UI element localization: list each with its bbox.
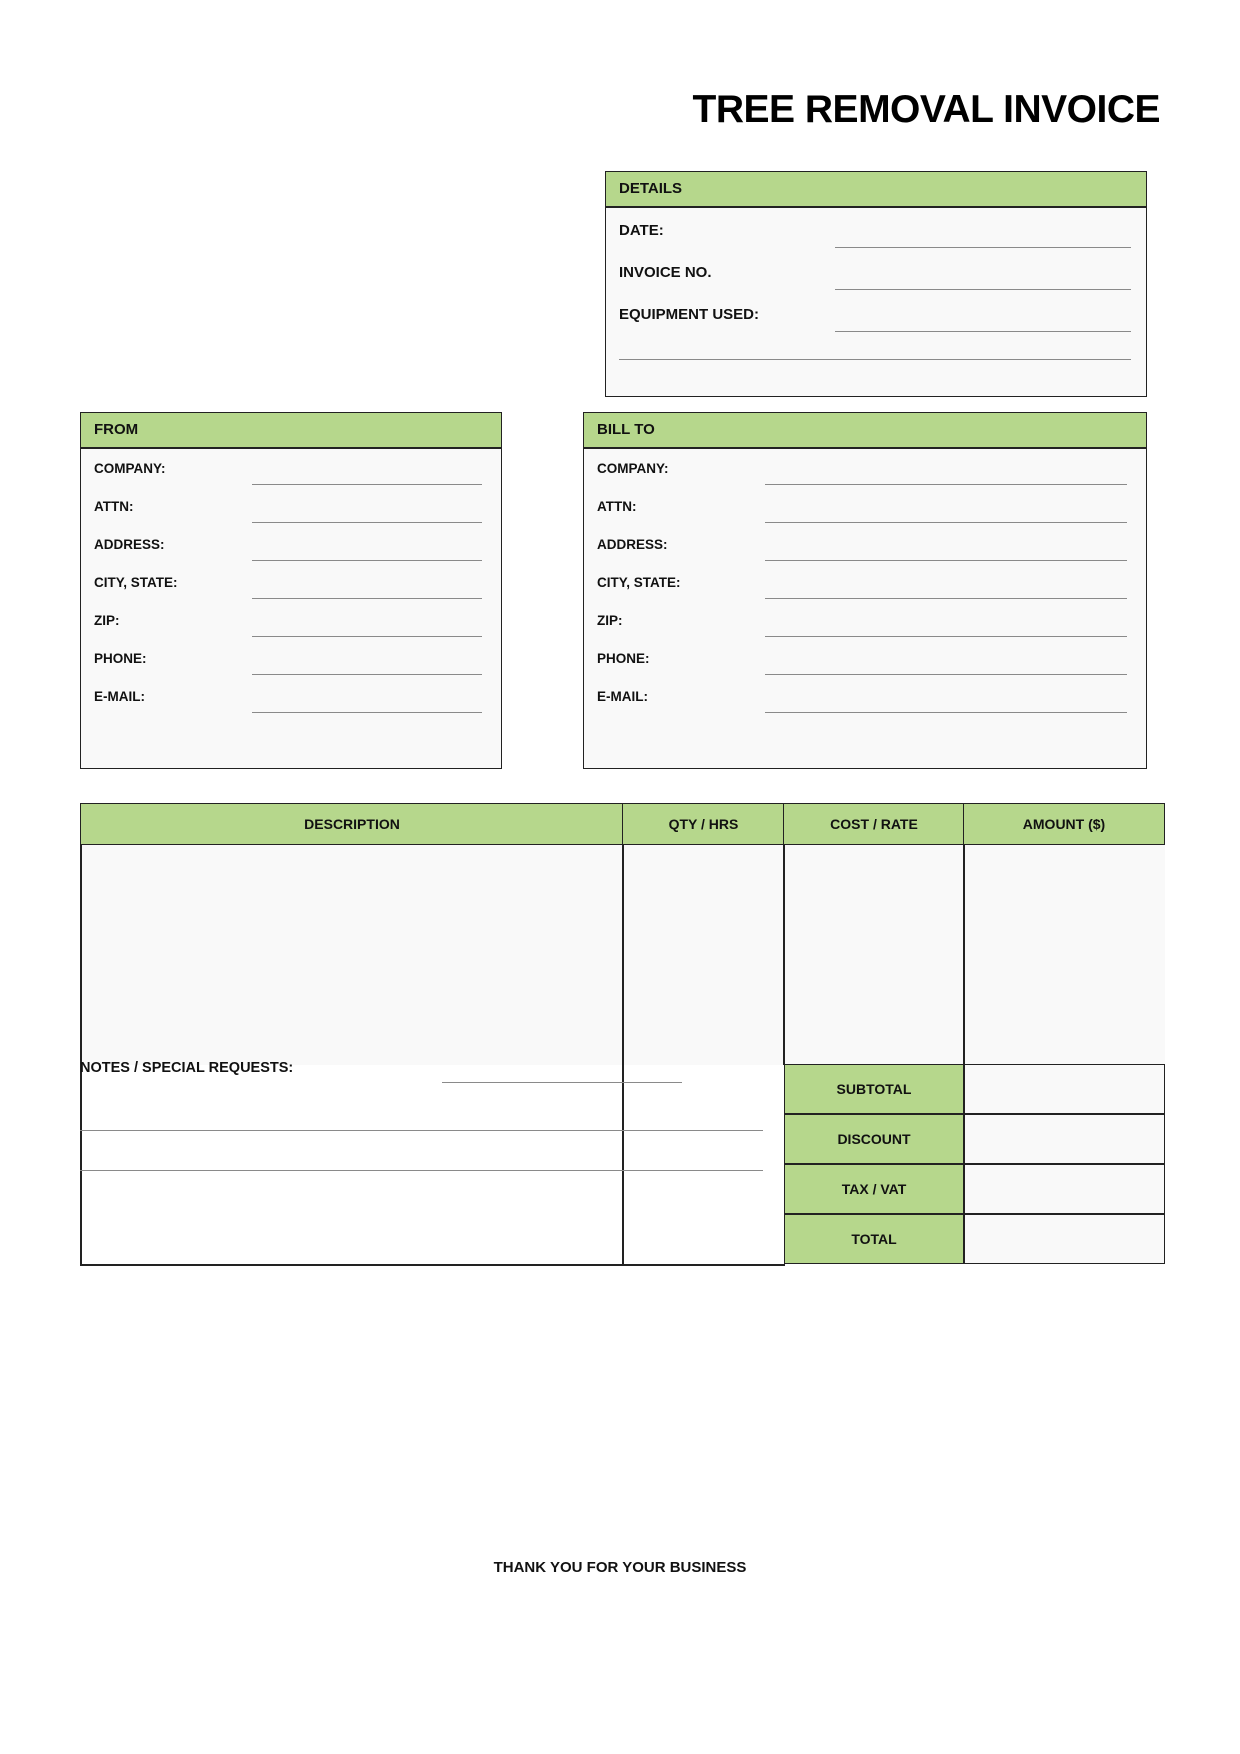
- bill-to-panel: [583, 412, 1147, 769]
- notes-line-3[interactable]: [80, 1170, 763, 1171]
- bill-city-label: CITY, STATE:: [597, 575, 681, 590]
- from-email-label: E-MAIL:: [94, 689, 145, 704]
- bill-email-field[interactable]: [765, 712, 1127, 713]
- date-label: DATE:: [619, 222, 664, 239]
- from-panel: [80, 412, 502, 769]
- from-zip-row: [81, 613, 501, 633]
- bill-email-label: E-MAIL:: [597, 689, 648, 704]
- notes-label: NOTES / SPECIAL REQUESTS:: [80, 1060, 294, 1076]
- details-panel: [605, 171, 1147, 397]
- bill-to-heading: BILL TO: [584, 413, 1146, 449]
- bill-attn-label: ATTN:: [597, 499, 637, 514]
- from-city-label: CITY, STATE:: [94, 575, 178, 590]
- from-address-label: ADDRESS:: [94, 537, 165, 552]
- from-company-label: COMPANY:: [94, 461, 166, 476]
- bill-zip-row: [584, 613, 1146, 633]
- from-zip-field[interactable]: [252, 636, 482, 637]
- invoice-no-label: INVOICE NO.: [619, 264, 712, 281]
- col-cost-header: COST / RATE: [783, 803, 965, 845]
- bill-phone-label: PHONE:: [597, 651, 650, 666]
- from-attn-label: ATTN:: [94, 499, 134, 514]
- bill-company-field[interactable]: [765, 484, 1127, 485]
- bill-zip-field[interactable]: [765, 636, 1127, 637]
- from-address-row: [81, 537, 501, 557]
- total-label: TOTAL: [784, 1214, 964, 1264]
- from-attn-field[interactable]: [252, 522, 482, 523]
- details-heading: DETAILS: [606, 172, 1146, 208]
- col-amount-header: AMOUNT ($): [963, 803, 1165, 845]
- from-city-field[interactable]: [252, 598, 482, 599]
- from-email-field[interactable]: [252, 712, 482, 713]
- from-phone-field[interactable]: [252, 674, 482, 675]
- date-row: [606, 222, 1146, 242]
- bill-attn-row: [584, 499, 1146, 519]
- from-city-row: [81, 575, 501, 595]
- col-qty-header: QTY / HRS: [622, 803, 785, 845]
- from-company-field[interactable]: [252, 484, 482, 485]
- bill-address-field[interactable]: [765, 560, 1127, 561]
- bill-company-row: [584, 461, 1146, 481]
- table-bottom-border: [80, 1264, 785, 1266]
- col-divider-3: [963, 845, 965, 1065]
- equipment-row: [606, 306, 1146, 326]
- invoice-no-field[interactable]: [835, 289, 1131, 290]
- from-phone-label: PHONE:: [94, 651, 147, 666]
- bill-attn-field[interactable]: [765, 522, 1127, 523]
- total-value[interactable]: [964, 1214, 1165, 1264]
- discount-label: DISCOUNT: [784, 1114, 964, 1164]
- discount-value[interactable]: [964, 1114, 1165, 1164]
- subtotal-label: SUBTOTAL: [784, 1064, 964, 1114]
- invoice-title: TREE REMOVAL INVOICE: [692, 88, 1160, 131]
- bill-zip-label: ZIP:: [597, 613, 623, 628]
- tax-value[interactable]: [964, 1164, 1165, 1214]
- col-divider-1: [622, 845, 624, 1266]
- bill-city-row: [584, 575, 1146, 595]
- from-address-field[interactable]: [252, 560, 482, 561]
- from-zip-label: ZIP:: [94, 613, 120, 628]
- subtotal-value[interactable]: [964, 1064, 1165, 1114]
- equipment-field[interactable]: [835, 331, 1131, 332]
- from-email-row: [81, 689, 501, 709]
- from-heading: FROM: [81, 413, 501, 449]
- date-field[interactable]: [835, 247, 1131, 248]
- bill-phone-row: [584, 651, 1146, 671]
- invoice-no-row: [606, 264, 1146, 284]
- bill-company-label: COMPANY:: [597, 461, 669, 476]
- bill-city-field[interactable]: [765, 598, 1127, 599]
- col-divider-2: [783, 845, 785, 1065]
- from-attn-row: [81, 499, 501, 519]
- from-phone-row: [81, 651, 501, 671]
- bill-address-label: ADDRESS:: [597, 537, 668, 552]
- equipment-field-extra[interactable]: [619, 359, 1131, 360]
- bill-email-row: [584, 689, 1146, 709]
- notes-line-1[interactable]: [442, 1082, 682, 1083]
- notes-line-2[interactable]: [80, 1130, 763, 1131]
- equipment-label: EQUIPMENT USED:: [619, 306, 760, 323]
- from-company-row: [81, 461, 501, 481]
- bill-phone-field[interactable]: [765, 674, 1127, 675]
- col-description-header: DESCRIPTION: [80, 803, 624, 845]
- tax-label: TAX / VAT: [784, 1164, 964, 1214]
- thank-you-footer: THANK YOU FOR YOUR BUSINESS: [493, 1559, 747, 1576]
- bill-address-row: [584, 537, 1146, 557]
- table-left-border: [80, 845, 82, 1266]
